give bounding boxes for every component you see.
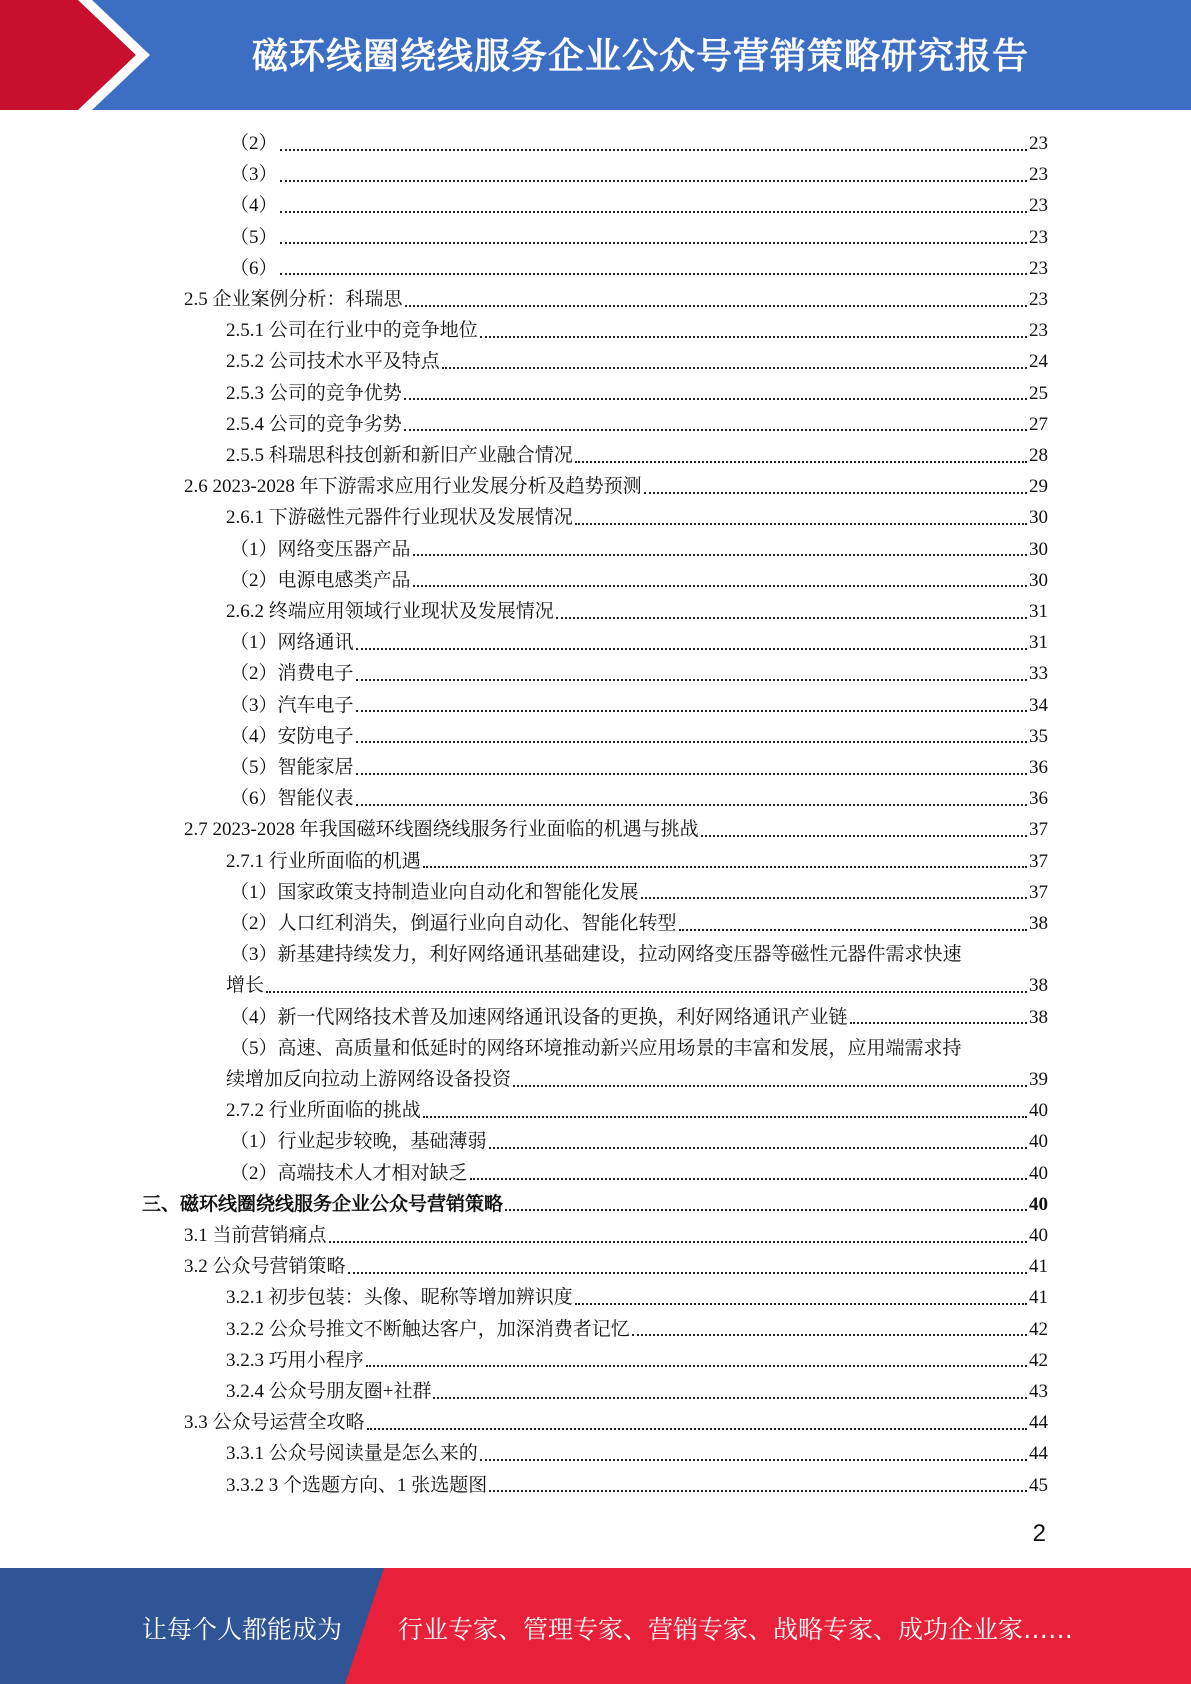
toc-dot-leader — [366, 1365, 1027, 1367]
toc-page-number: 38 — [1029, 913, 1048, 934]
toc-entry[interactable] — [226, 970, 1048, 1001]
toc-page-number: 45 — [1029, 1474, 1048, 1496]
toc-page-number: 41 — [1029, 1287, 1048, 1309]
page-footer — [0, 1568, 1191, 1684]
toc-page-number: 37 — [1029, 881, 1048, 903]
toc-dot-leader — [632, 1334, 1027, 1336]
toc-entry[interactable] — [230, 690, 1048, 721]
toc-entry-text: （5）智能家居 — [230, 757, 354, 778]
toc-page-number: 44 — [1029, 1443, 1048, 1465]
toc-page-number: 40 — [1029, 1162, 1048, 1184]
toc-dot-leader — [356, 648, 1027, 650]
toc-entry-text: 2.5.2 公司技术水平及特点 — [226, 351, 440, 373]
toc-page-number: 39 — [1029, 1069, 1048, 1090]
toc-page-number: 25 — [1029, 382, 1048, 404]
toc-entry[interactable] — [230, 1002, 1048, 1033]
toc-dot-leader — [329, 1241, 1027, 1243]
toc-page-number: 29 — [1029, 476, 1048, 498]
toc-dot-leader — [356, 679, 1027, 681]
toc-entry[interactable] — [226, 378, 1048, 409]
toc-dot-leader — [280, 149, 1027, 151]
toc-entry[interactable] — [230, 877, 1048, 908]
toc-entry[interactable] — [226, 1064, 1048, 1095]
toc-dot-leader — [413, 554, 1027, 556]
toc-entry-text: 2.7.2 行业所面临的挑战 — [226, 1100, 421, 1122]
toc-entry[interactable] — [230, 752, 1048, 783]
toc-entry-text: （2）消费电子 — [230, 663, 354, 685]
toc-entry-text: 2.5.3 公司的竞争优势 — [226, 382, 402, 404]
toc-dot-leader — [575, 461, 1027, 463]
toc-entry-text: 2.6.2 终端应用领域行业现状及发展情况 — [226, 601, 554, 622]
toc-page-number: 40 — [1029, 1225, 1048, 1246]
toc-page-number: 30 — [1029, 507, 1048, 529]
toc-dot-leader — [480, 1459, 1027, 1461]
toc-entry-text: 3.1 当前营销痛点 — [184, 1225, 327, 1246]
toc-dot-leader — [556, 617, 1027, 619]
toc-entry-text: 3.2 公众号营销策略 — [184, 1256, 346, 1278]
toc-page-number: 30 — [1029, 569, 1048, 591]
toc-dot-leader — [442, 367, 1027, 369]
toc-page-number: 43 — [1029, 1381, 1048, 1402]
toc-page-number: 41 — [1029, 1256, 1048, 1278]
toc-entry[interactable] — [226, 346, 1048, 377]
toc-dot-leader — [433, 1397, 1027, 1399]
toc-dot-leader — [480, 336, 1027, 338]
toc-entry[interactable] — [226, 1345, 1048, 1376]
toc-dot-leader — [513, 1085, 1027, 1087]
toc-entry[interactable] — [226, 596, 1048, 627]
toc-entry-text: （3）新基建持续发力，利好网络通讯基础建设，拉动网络变压器等磁性元器件需求快速 — [230, 944, 962, 966]
toc-entry-text: 2.7 2023-2028 年我国磁环线圈绕线服务行业面临的机遇与挑战 — [184, 819, 699, 841]
toc-entry-text: （1）行业起步较晚，基础薄弱 — [230, 1131, 487, 1153]
toc-entry-text: （5）高速、高质量和低延时的网络环境推动新兴应用场景的丰富和发展，应用端需求持 — [230, 1037, 962, 1059]
toc-entry-text: （2）电源电感类产品 — [230, 569, 411, 591]
toc-entry[interactable] — [230, 721, 1048, 752]
toc-page-number: 24 — [1029, 351, 1048, 373]
footer-slogan-left: 让每个人都能成为 — [142, 1615, 343, 1644]
toc-page-number: 40 — [1029, 1100, 1048, 1122]
toc-page-number: 31 — [1029, 632, 1048, 654]
toc-entry-text: 3.2.3 巧用小程序 — [226, 1349, 364, 1371]
toc-dot-leader — [348, 1272, 1027, 1274]
toc-entry-text: 3.3.1 公众号阅读量是怎么来的 — [226, 1443, 478, 1465]
toc-page-number: 23 — [1029, 289, 1048, 310]
toc-page-number: 23 — [1029, 320, 1048, 342]
toc-dot-leader — [356, 804, 1027, 806]
page-header — [0, 0, 1191, 110]
toc-entry[interactable] — [226, 846, 1048, 877]
toc-entry[interactable] — [230, 627, 1048, 658]
toc-page-number: 34 — [1029, 694, 1048, 716]
toc-page-number: 42 — [1029, 1318, 1048, 1340]
toc-entry[interactable] — [230, 1158, 1048, 1189]
toc-page-number: 38 — [1029, 975, 1048, 997]
toc-entry[interactable] — [230, 222, 1048, 253]
toc-dot-leader — [423, 866, 1027, 868]
toc-page-number: 33 — [1029, 663, 1048, 685]
toc-page-number: 23 — [1029, 133, 1048, 154]
toc-entry-text: （2） — [230, 133, 278, 154]
toc-entry[interactable] — [226, 409, 1048, 440]
toc-page-number: 38 — [1029, 1006, 1048, 1028]
toc-entry-text: （2）高端技术人才相对缺乏 — [230, 1162, 468, 1184]
toc-entry[interactable] — [230, 783, 1048, 814]
toc-entry-text: 3.2.4 公众号朋友圈+社群 — [226, 1381, 432, 1402]
toc-entry-text: 2.6 2023-2028 年下游需求应用行业发展分析及趋势预测 — [184, 476, 642, 498]
toc-page-number: 40 — [1029, 1131, 1048, 1153]
toc-entry[interactable] — [226, 1282, 1048, 1313]
toc-dot-leader — [280, 211, 1027, 213]
toc-dot-leader — [404, 429, 1027, 431]
footer-slogan-right: 行业专家、管理专家、营销专家、战略专家、成功企业家…… — [398, 1615, 1074, 1644]
toc-dot-leader — [266, 991, 1027, 993]
toc-page-number: 37 — [1029, 819, 1048, 841]
toc-dot-leader — [679, 929, 1027, 931]
toc-dot-leader — [701, 835, 1027, 837]
toc-page-number: 28 — [1029, 445, 1048, 466]
toc-entry-text: 2.6.1 下游磁性元器件行业现状及发展情况 — [226, 507, 573, 529]
toc-entry[interactable] — [184, 814, 1048, 845]
toc-entry[interactable] — [184, 1220, 1048, 1251]
toc-entry[interactable] — [184, 1407, 1048, 1438]
toc-entry-text: 增长 — [226, 975, 265, 997]
toc-page-number: 37 — [1029, 850, 1048, 872]
toc-entry-text: （3）汽车电子 — [230, 694, 354, 716]
toc-entry-text: （1）国家政策支持制造业向自动化和智能化发展 — [230, 881, 639, 903]
toc-page-number: 23 — [1029, 164, 1048, 186]
toc-entry-text: （4）新一代网络技术普及加速网络通讯设备的更换，利好网络通讯产业链 — [230, 1006, 848, 1028]
toc-entry[interactable] — [230, 658, 1048, 689]
toc-dot-leader — [489, 1147, 1027, 1149]
toc-entry-text: 2.5.4 公司的竞争劣势 — [226, 413, 402, 435]
toc-entry[interactable] — [230, 534, 1048, 565]
toc-entry-text: （4） — [230, 195, 278, 217]
toc-page-number: 23 — [1029, 195, 1048, 217]
toc-dot-leader — [641, 897, 1027, 899]
toc-page-number: 23 — [1029, 226, 1048, 248]
toc-dot-leader — [280, 242, 1027, 244]
toc-entry-text: 3.3.2 3 个选题方向、1 张选题图 — [226, 1474, 488, 1496]
toc-entry-text: 2.5 企业案例分析：科瑞思 — [184, 289, 403, 310]
toc-entry-text: 3.3 公众号运营全攻略 — [184, 1412, 365, 1434]
page-number: 2 — [1032, 1520, 1046, 1547]
toc-dot-leader — [644, 492, 1027, 494]
toc-dot-leader — [356, 773, 1027, 775]
report-title: 磁环线圈绕线服务企业公众号营销策略研究报告 — [251, 36, 1029, 77]
toc-entry-text: 3.2.2 公众号推文不断触达客户，加深消费者记忆 — [226, 1318, 630, 1340]
toc-entry[interactable] — [226, 315, 1048, 346]
toc-entry[interactable] — [184, 284, 1048, 315]
toc-entry-text: 3.2.1 初步包装：头像、昵称等增加辨识度 — [226, 1287, 573, 1309]
toc-dot-leader — [505, 1209, 1027, 1211]
toc-dot-leader — [367, 1428, 1027, 1430]
toc-entry[interactable] — [230, 159, 1048, 190]
toc-page-number: 40 — [1029, 1193, 1048, 1215]
toc-entry[interactable] — [226, 1314, 1048, 1345]
toc-entry-text: （1）网络通讯 — [230, 632, 354, 654]
toc-page-number: 27 — [1029, 413, 1048, 435]
toc-entry-text: 2.5.1 公司在行业中的竞争地位 — [226, 320, 478, 342]
toc-page-number: 31 — [1029, 601, 1048, 622]
toc-dot-leader — [405, 305, 1027, 307]
toc-dot-leader — [356, 710, 1027, 712]
toc-entry[interactable] — [230, 190, 1048, 221]
toc-entry-text: （6） — [230, 257, 278, 279]
toc-dot-leader — [356, 741, 1027, 743]
toc-dot-leader — [404, 398, 1027, 400]
toc-page-number: 42 — [1029, 1349, 1048, 1371]
toc-entry-text: 2.7.1 行业所面临的机遇 — [226, 850, 421, 872]
toc-dot-leader — [280, 180, 1027, 182]
toc-dot-leader — [575, 523, 1027, 525]
toc-dot-leader — [575, 1303, 1027, 1305]
toc-entry[interactable] — [184, 1251, 1048, 1282]
toc-entry-text: 三、磁环线圈绕线服务企业公众号营销策略 — [142, 1193, 504, 1215]
toc-entry-text: （3） — [230, 164, 278, 186]
toc-entry[interactable] — [226, 440, 1048, 471]
toc-entry-text: （6）智能仪表 — [230, 788, 354, 810]
toc-page-number: 35 — [1029, 725, 1048, 747]
toc-entry[interactable] — [226, 1470, 1048, 1501]
toc-entry[interactable] — [230, 1126, 1048, 1157]
toc-dot-leader — [280, 273, 1027, 275]
toc-entry[interactable] — [226, 1376, 1048, 1407]
toc-entry[interactable] — [226, 1438, 1048, 1469]
toc-entry[interactable] — [226, 1095, 1048, 1126]
toc-dot-leader — [470, 1178, 1027, 1180]
toc-entry-text: （1）网络变压器产品 — [230, 538, 411, 560]
toc-entry[interactable] — [230, 128, 1048, 159]
toc-entry-text: （2）人口红利消失，倒逼行业向自动化、智能化转型 — [230, 913, 677, 934]
toc-entry-text: 续增加反向拉动上游网络设备投资 — [226, 1069, 512, 1090]
toc-entry[interactable] — [230, 253, 1048, 284]
toc-entry[interactable] — [230, 565, 1048, 596]
toc-entry-text: （4）安防电子 — [230, 725, 354, 747]
toc-page-number: 36 — [1029, 788, 1048, 810]
toc-page-number: 44 — [1029, 1412, 1048, 1434]
toc-page-number: 30 — [1029, 538, 1048, 560]
toc-entry[interactable] — [184, 471, 1048, 502]
toc-page-number: 23 — [1029, 257, 1048, 279]
toc-entry[interactable] — [226, 502, 1048, 533]
toc-dot-leader — [850, 1022, 1027, 1024]
toc-entry-text: 2.5.5 科瑞思科技创新和新旧产业融合情况 — [226, 445, 573, 466]
toc-dot-leader — [489, 1490, 1027, 1492]
toc-dot-leader — [423, 1116, 1027, 1118]
toc-entry[interactable] — [230, 908, 1048, 939]
toc-entry-text: （5） — [230, 226, 278, 248]
toc-page-number: 36 — [1029, 757, 1048, 778]
toc-dot-leader — [413, 585, 1027, 587]
toc-entry[interactable] — [142, 1189, 1048, 1220]
